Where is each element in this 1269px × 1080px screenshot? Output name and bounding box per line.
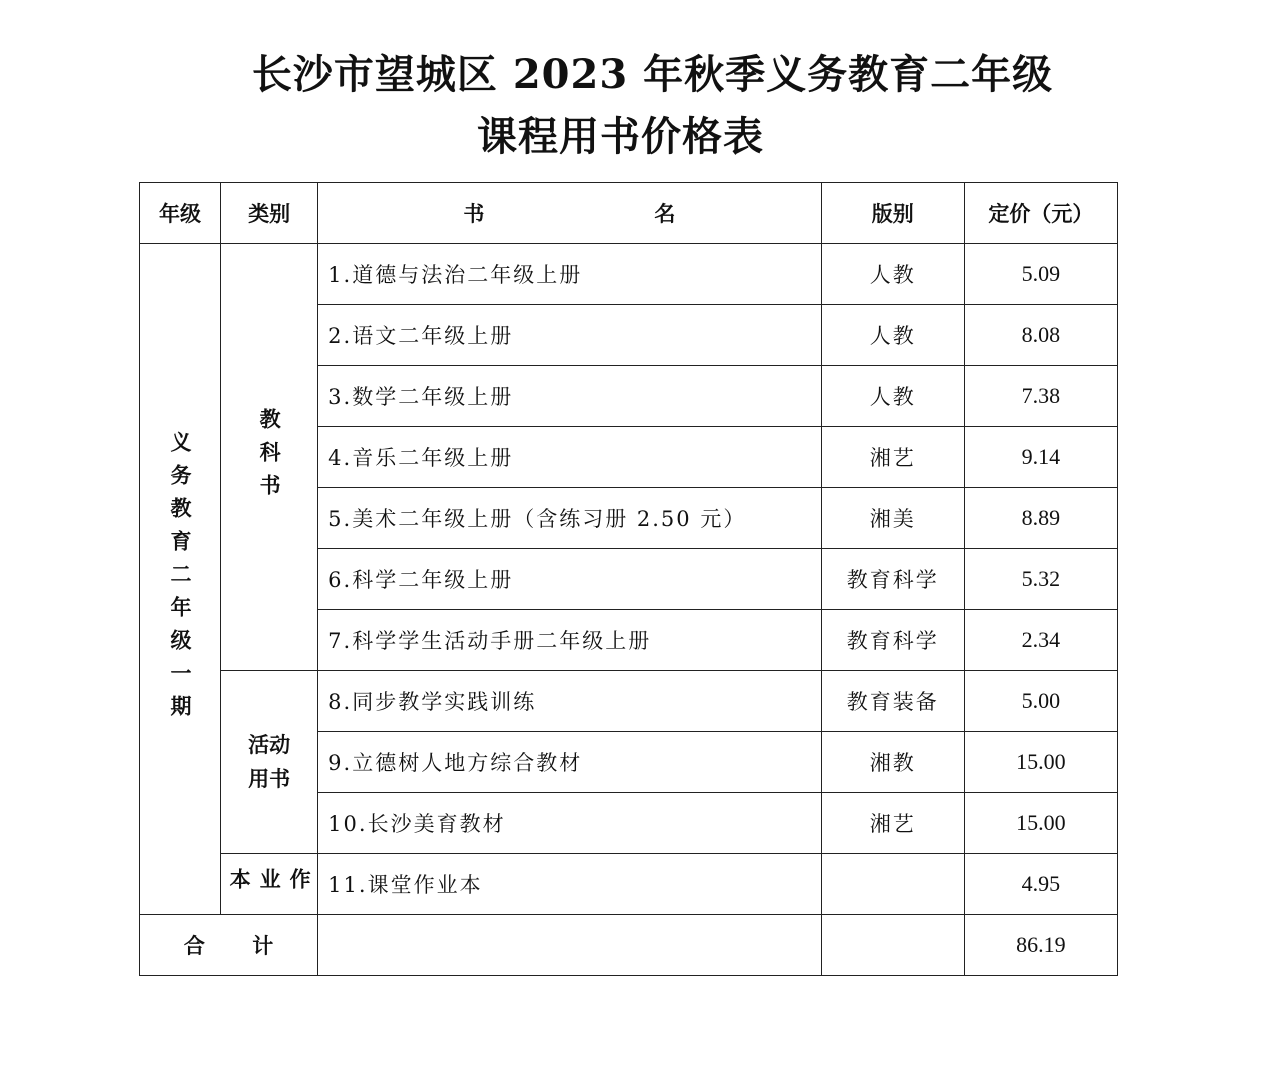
category-homework-label: 作业本 (227, 867, 313, 901)
header-price: 定价（元） (964, 183, 1117, 244)
price: 9.14 (964, 427, 1117, 488)
book-name: 9.立德树人地方综合教材 (318, 732, 822, 793)
header-book-name-part2: 名 (654, 201, 676, 226)
total-row (140, 915, 1118, 976)
grade-label: 义务教育二年级一期 (168, 430, 194, 728)
table-row (140, 671, 1118, 732)
header-row (140, 183, 1118, 244)
table-row (140, 854, 1118, 915)
page-title-line2: 课程用书价格表 (477, 113, 764, 160)
book-name: 2.语文二年级上册 (318, 305, 822, 366)
edition: 湘艺 (821, 793, 964, 854)
book-name: 10.长沙美育教材 (318, 793, 822, 854)
price: 8.08 (964, 305, 1117, 366)
category-activity-line1: 活动 (248, 732, 291, 757)
category-activity (221, 671, 318, 854)
price: 8.89 (964, 488, 1117, 549)
price: 4.95 (964, 854, 1117, 915)
header-category: 类别 (221, 183, 318, 244)
page-title-line1: 长沙市望城区 2023 年秋季义务教育二年级 (251, 51, 1054, 98)
price: 5.32 (964, 549, 1117, 610)
book-name: 11.课堂作业本 (318, 854, 822, 915)
total-edition-empty (821, 915, 964, 976)
price: 15.00 (964, 793, 1117, 854)
book-name: 1.道德与法治二年级上册 (318, 244, 822, 305)
grade-cell (140, 244, 221, 915)
price: 5.09 (964, 244, 1117, 305)
table-row (140, 244, 1118, 305)
total-price: 86.19 (964, 915, 1117, 976)
header-edition: 版别 (821, 183, 964, 244)
price: 15.00 (964, 732, 1117, 793)
price-table (139, 182, 1118, 976)
book-name: 3.数学二年级上册 (318, 366, 822, 427)
category-textbook-label: 教科书 (257, 407, 283, 507)
book-name: 6.科学二年级上册 (318, 549, 822, 610)
edition: 教育科学 (821, 549, 964, 610)
header-book-name-part1: 书 (463, 201, 485, 226)
price: 2.34 (964, 610, 1117, 671)
edition: 湘艺 (821, 427, 964, 488)
edition (821, 854, 964, 915)
edition: 湘美 (821, 488, 964, 549)
category-textbook (221, 244, 318, 671)
book-name: 4.音乐二年级上册 (318, 427, 822, 488)
edition: 人教 (821, 244, 964, 305)
book-name: 8.同步教学实践训练 (318, 671, 822, 732)
total-label: 合 计 (140, 915, 318, 976)
edition: 湘教 (821, 732, 964, 793)
edition: 教育装备 (821, 671, 964, 732)
book-name: 5.美术二年级上册（含练习册 2.50 元） (318, 488, 822, 549)
header-grade: 年级 (140, 183, 221, 244)
header-book-name (318, 183, 822, 244)
total-book-empty (318, 915, 822, 976)
edition: 人教 (821, 366, 964, 427)
category-homework (221, 854, 318, 915)
price: 5.00 (964, 671, 1117, 732)
price: 7.38 (964, 366, 1117, 427)
category-activity-line2: 用书 (248, 766, 291, 791)
book-name: 7.科学学生活动手册二年级上册 (318, 610, 822, 671)
edition: 人教 (821, 305, 964, 366)
edition: 教育科学 (821, 610, 964, 671)
